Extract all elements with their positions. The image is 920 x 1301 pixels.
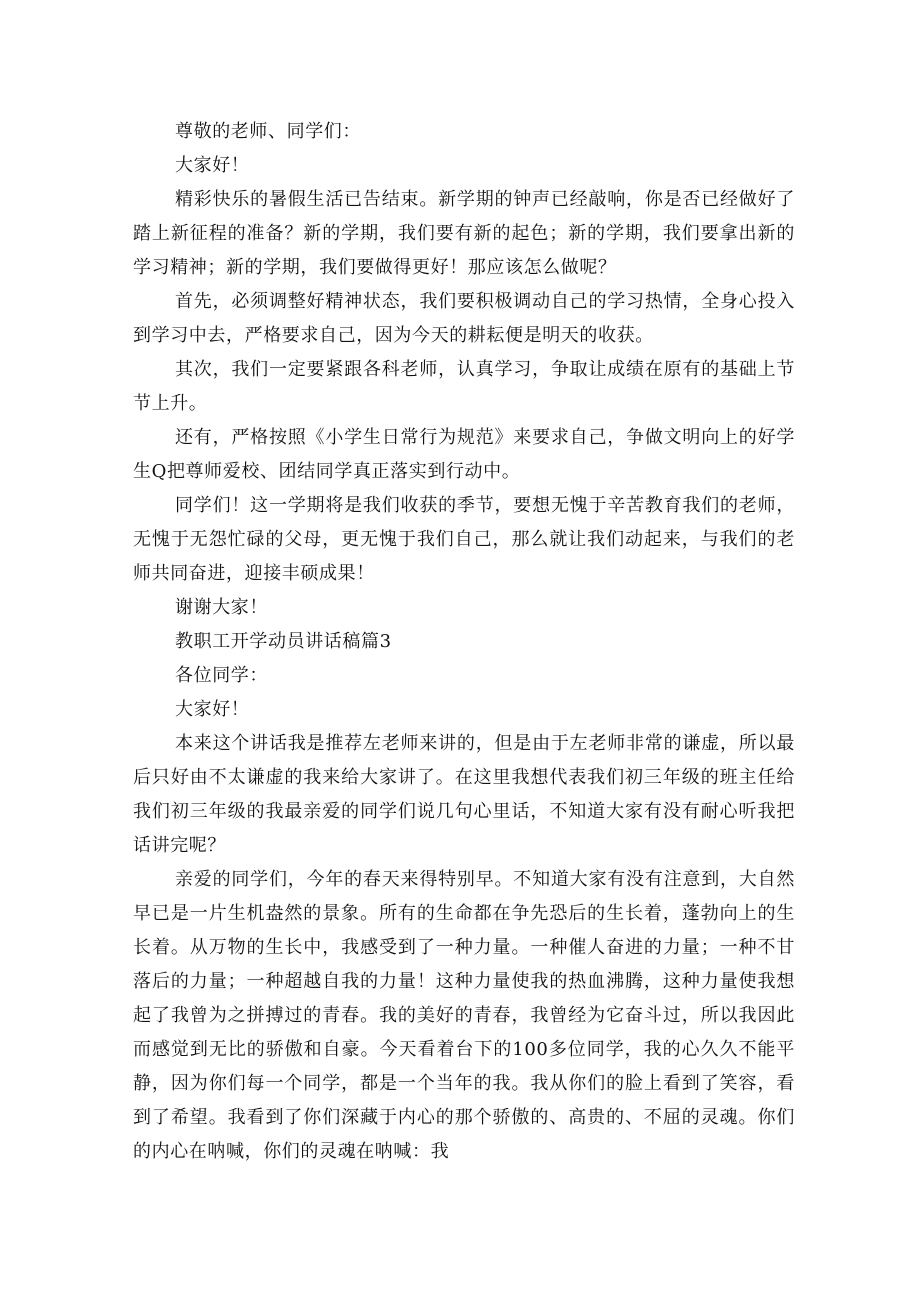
salutation-students: 各位同学： (175, 665, 268, 686)
paragraph-new-semester: 精彩快乐的暑假生活已告结束。新学期的钟声已经敲响，你是否已经做好了踏上新征程的准备？新的学期，我们要有新的起色；新的学期，我们要拿出新的学习精神；新的学期，我们要做得更好！那应该怎么做呢？ (133, 189, 795, 278)
paragraph-introduction: 本来这个讲话我是推荐左老师来讲的，但是由于左老师非常的谦虚，所以最后只好由不太谦虚的我来给大家讲了。在这里我想代表我们初三年级的班主任给我们初三年级的我最亲爱的同学们说几句心里话，不知道大家有没有耐心听我把话讲完呢？ (133, 733, 795, 856)
paragraph-first: 首先，必须调整好精神状态，我们要积极调动自己的学习热情，全身心投入到学习中去，严格要求自己，因为今天的耕耘便是明天的收获。 (133, 291, 795, 346)
paragraph-spring: 亲爱的同学们，今年的春天来得特别早。不知道大家有没有注意到，大自然早已是一片生机盎然的景象。所有的生命都在争先恐后的生长着，蓬勃向上的生长着。从万物的生长中，我感受到了一种力量。一种催人奋进的力量；一种不甘落后的力量；一种超越自我的力量！这种力量使我的热血沸腾，这种力量使我想起了我曾为之拼搏过的青春。我的美好的青春，我曾经为它奋斗过，所以我因此而感觉到无比的骄傲和自豪。今天看着台下的100多位同学，我的心久久不能平静，因为你们每一个同学，都是一个当年的我。我从你们的脸上看到了笑容，看到了希望。我看到了你们深藏于内心的那个骄傲的、高贵的、不屈的灵魂。你们的内心在呐喊，你们的灵魂在呐喊：我 (133, 869, 795, 1162)
salutation-teachers-students: 尊敬的老师、同学们： (175, 121, 361, 142)
paragraph-also: 还有，严格按照《小学生日常行为规范》来要求自己，争做文明向上的好学生Q把尊师爱校、团结同学真正落实到行动中。 (133, 427, 795, 482)
greeting: 大家好！ (175, 155, 250, 176)
document-body (133, 115, 795, 1169)
closing-thanks: 谢谢大家！ (175, 597, 268, 618)
paragraph-harvest-season: 同学们！这一学期将是我们收获的季节，要想无愧于辛苦教育我们的老师，无愧于无怨忙碌的父母，更无愧于我们自己，那么就让我们动起来，与我们的老师共同奋进，迎接丰硕成果！ (133, 495, 795, 584)
section-heading: 教职工开学动员讲话稿篇3 (175, 631, 392, 652)
greeting-2: 大家好！ (175, 699, 250, 720)
paragraph-second: 其次，我们一定要紧跟各科老师，认真学习，争取让成绩在原有的基础上节节上升。 (133, 359, 795, 414)
